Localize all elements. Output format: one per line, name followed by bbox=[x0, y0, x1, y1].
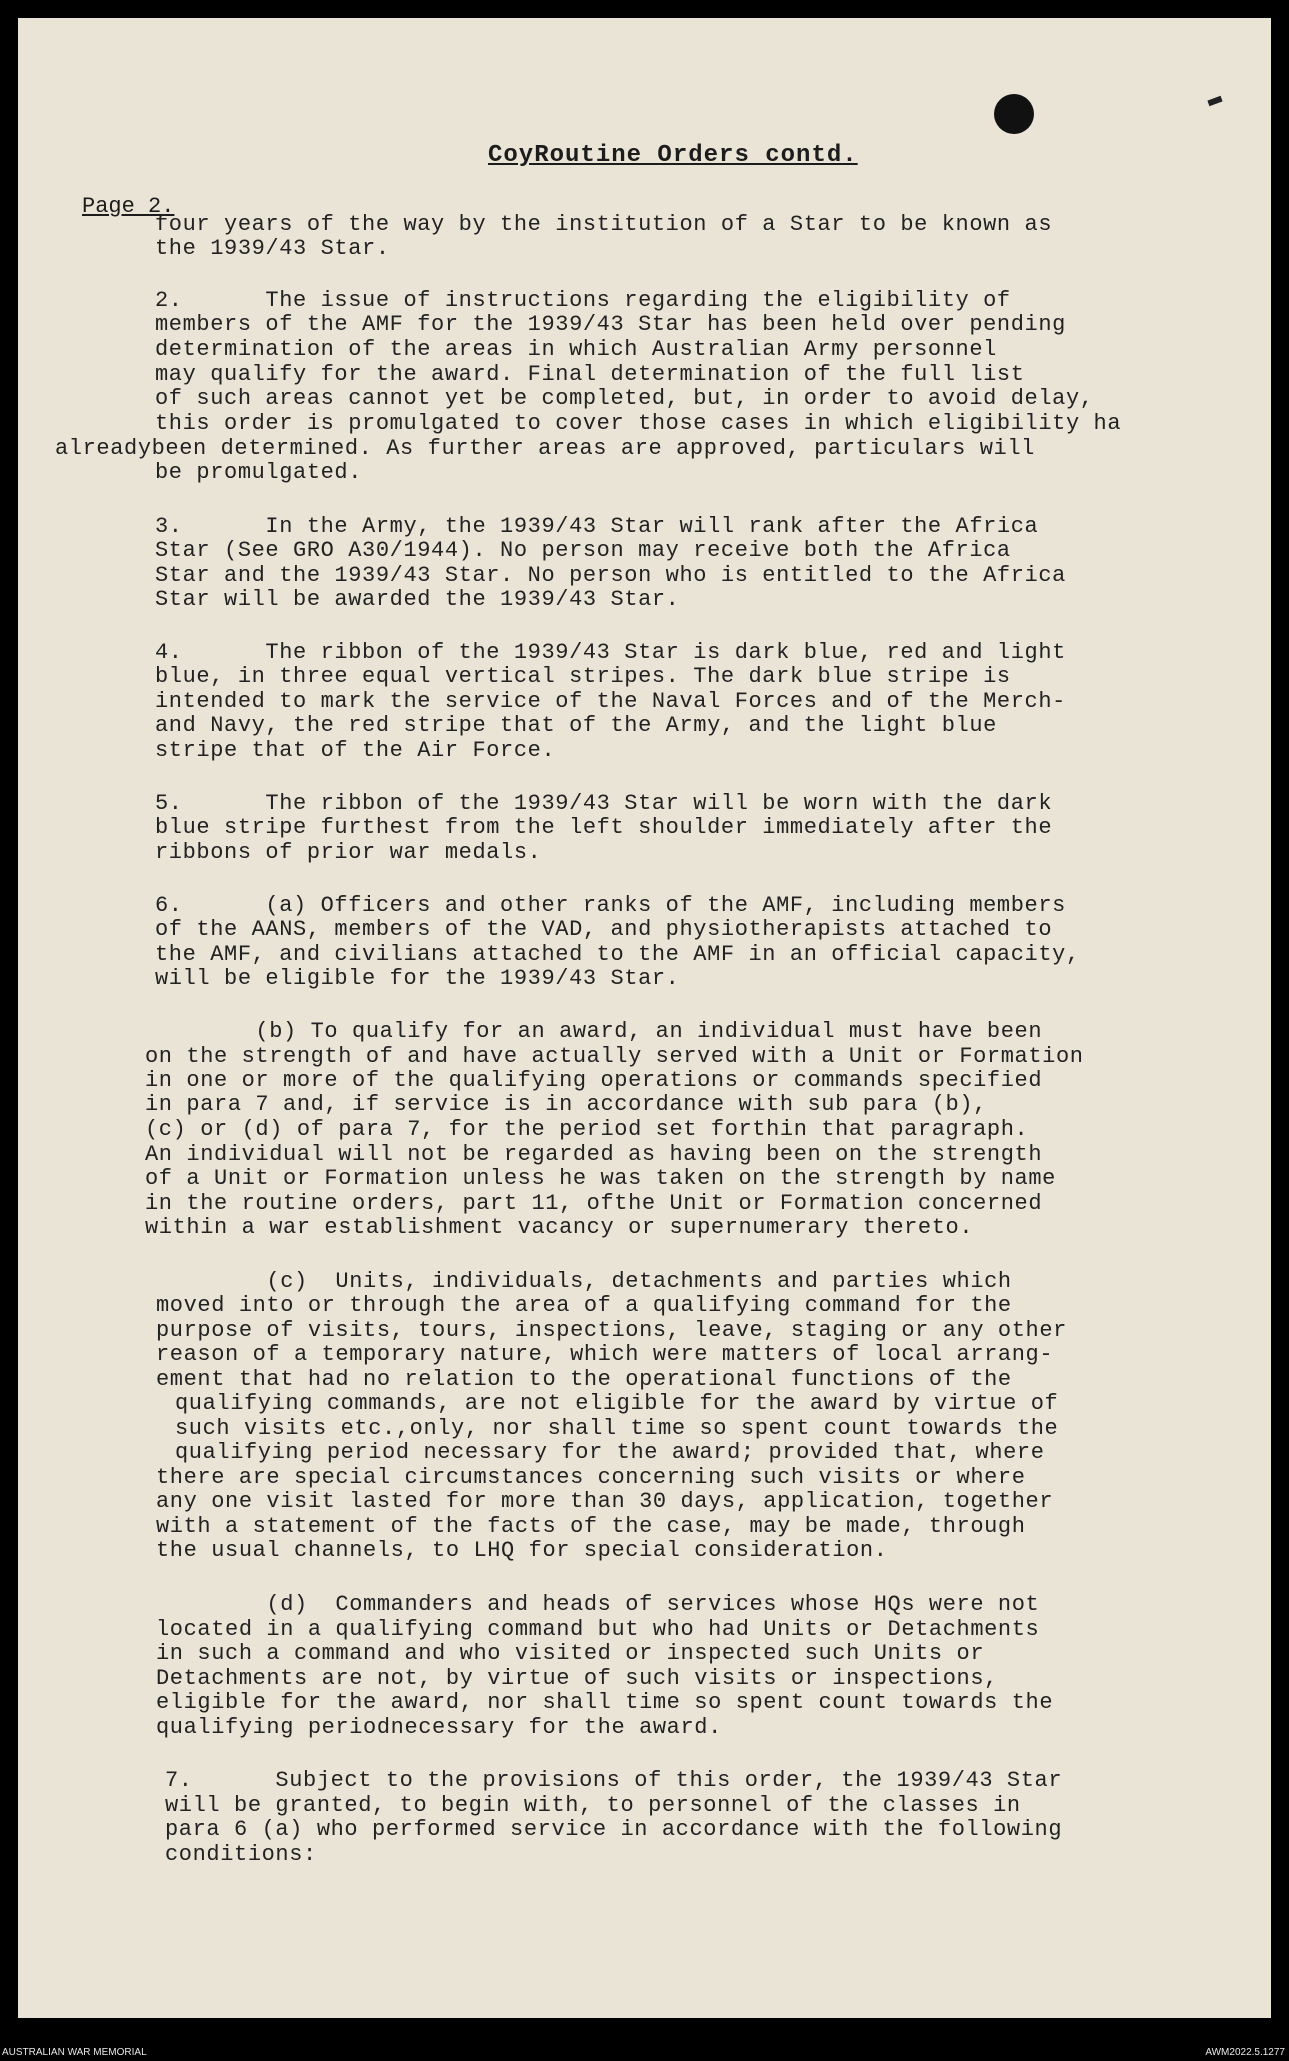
document-line: the AMF, and civilians attached to the AMF in an official capacity, bbox=[155, 942, 1080, 967]
document-line: (c) or (d) of para 7, for the period set forthin that paragraph. bbox=[145, 1117, 1029, 1142]
document-line: (c) Units, individuals, detachments and parties which bbox=[156, 1269, 1012, 1294]
document-line: conditions: bbox=[165, 1842, 317, 1867]
document-line: 4. The ribbon of the 1939/43 Star is dark blue, red and light bbox=[155, 640, 1066, 665]
document-line: ribbons of prior war medals. bbox=[155, 840, 542, 865]
document-line: on the strength of and have actually served with a Unit or Formation bbox=[145, 1044, 1084, 1069]
document-line: in the routine orders, part 11, ofthe Unit or Formation concerned bbox=[145, 1191, 1043, 1216]
document-line: qualifying period necessary for the award; provided that, where bbox=[175, 1440, 1045, 1465]
document-line: blue, in three equal vertical stripes. The dark blue stripe is bbox=[155, 664, 1011, 689]
document-line: (b) To qualify for an award, an individual must have been bbox=[145, 1019, 1043, 1044]
punch-hole bbox=[994, 94, 1034, 134]
document-line: within a war establishment vacancy or supernumerary thereto. bbox=[145, 1215, 974, 1240]
document-line: of a Unit or Formation unless he was taken on the strength by name bbox=[145, 1166, 1056, 1191]
document-page bbox=[18, 18, 1271, 2018]
document-line: determination of the areas in which Australian Army personnel bbox=[155, 337, 997, 362]
document-line: An individual will not be regarded as having been on the strength bbox=[145, 1142, 1043, 1167]
document-line: purpose of visits, tours, inspections, leave, staging or any other bbox=[156, 1318, 1067, 1343]
document-line: reason of a temporary nature, which were matters of local arrang- bbox=[156, 1342, 1054, 1367]
document-line: qualifying commands, are not eligible for the award by virtue of bbox=[175, 1391, 1059, 1416]
document-line: with a statement of the facts of the case, may be made, through bbox=[156, 1514, 1026, 1539]
document-line: of such areas cannot yet be completed, but, in order to avoid delay, bbox=[155, 386, 1094, 411]
document-line: there are special circumstances concerning such visits or where bbox=[156, 1465, 1026, 1490]
document-line: any one visit lasted for more than 30 days, application, together bbox=[156, 1489, 1054, 1514]
document-line: be promulgated. bbox=[155, 460, 363, 485]
document-line: 6. (a) Officers and other ranks of the AMF, including members bbox=[155, 893, 1066, 918]
document-line: will be eligible for the 1939/43 Star. bbox=[155, 966, 680, 991]
document-line: the usual channels, to LHQ for special consideration. bbox=[156, 1538, 888, 1563]
document-line: intended to mark the service of the Naval Forces and of the Merch- bbox=[155, 689, 1066, 714]
document-line: four years of the way by the institution of a Star to be known as bbox=[155, 212, 1053, 237]
document-line: in such a command and who visited or inspected such Units or bbox=[156, 1641, 985, 1666]
document-line: eligible for the award, nor shall time so spent count towards the bbox=[156, 1690, 1054, 1715]
document-line: 5. The ribbon of the 1939/43 Star will be worn with the dark bbox=[155, 791, 1053, 816]
footer-right: AWM2022.5.1277 bbox=[1205, 2047, 1285, 2058]
document-line: moved into or through the area of a qualifying command for the bbox=[156, 1293, 1012, 1318]
page-label: Page 2. bbox=[82, 194, 175, 219]
document-line: may qualify for the award. Final determination of the full list bbox=[155, 362, 1025, 387]
document-line: alreadybeen determined. As further areas are approved, particulars will bbox=[55, 436, 1035, 461]
document-line: such visits etc.,only, nor shall time so spent count towards the bbox=[175, 1416, 1059, 1441]
document-line: qualifying periodnecessary for the award. bbox=[156, 1715, 722, 1740]
footer-left: AUSTRALIAN WAR MEMORIAL bbox=[2, 2047, 147, 2058]
document-line: the 1939/43 Star. bbox=[155, 236, 390, 261]
document-heading: CoyRoutine Orders contd. bbox=[488, 142, 858, 169]
document-line: Star (See GRO A30/1944). No person may receive both the Africa bbox=[155, 538, 1011, 563]
document-line: located in a qualifying command but who had Units or Detachments bbox=[156, 1617, 1040, 1642]
document-line: 2. The issue of instructions regarding the eligibility of bbox=[155, 288, 1011, 313]
ink-mark bbox=[1207, 96, 1222, 106]
document-line: ement that had no relation to the operational functions of the bbox=[156, 1367, 1012, 1392]
document-line: para 6 (a) who performed service in accordance with the following bbox=[165, 1817, 1063, 1842]
document-line: 7. Subject to the provisions of this order, the 1939/43 Star bbox=[165, 1768, 1063, 1793]
document-line: in para 7 and, if service is in accordance with sub para (b), bbox=[145, 1092, 987, 1117]
document-line: Detachments are not, by virtue of such visits or inspections, bbox=[156, 1666, 998, 1691]
document-line: (d) Commanders and heads of services whose HQs were not bbox=[156, 1592, 1040, 1617]
document-line: of the AANS, members of the VAD, and physiotherapists attached to bbox=[155, 917, 1053, 942]
document-line: this order is promulgated to cover those cases in which eligibility ha bbox=[155, 411, 1122, 436]
document-line: stripe that of the Air Force. bbox=[155, 738, 556, 763]
document-line: Star will be awarded the 1939/43 Star. bbox=[155, 587, 680, 612]
document-line: blue stripe furthest from the left shoulder immediately after the bbox=[155, 815, 1053, 840]
document-line: 3. In the Army, the 1939/43 Star will rank after the Africa bbox=[155, 514, 1039, 539]
document-line: in one or more of the qualifying operations or commands specified bbox=[145, 1068, 1043, 1093]
document-line: will be granted, to begin with, to personnel of the classes in bbox=[165, 1793, 1021, 1818]
document-line: members of the AMF for the 1939/43 Star has been held over pending bbox=[155, 312, 1066, 337]
document-line: Star and the 1939/43 Star. No person who is entitled to the Africa bbox=[155, 563, 1066, 588]
document-line: and Navy, the red stripe that of the Army, and the light blue bbox=[155, 713, 997, 738]
